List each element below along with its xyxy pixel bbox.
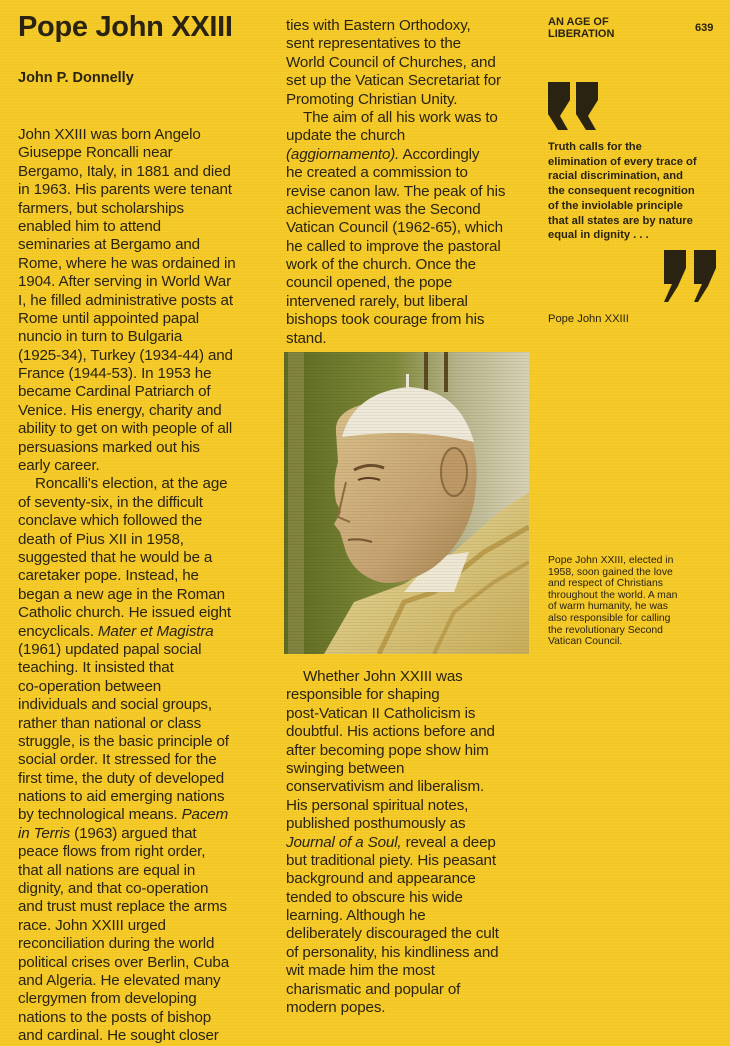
text-line xyxy=(286,760,499,778)
text-line: equal in dignity . . . xyxy=(548,229,649,242)
article-title: Pope John XXIII xyxy=(18,11,233,43)
text-line xyxy=(18,825,236,843)
text-run: death of Pius XII in 1958, xyxy=(18,530,184,548)
text-run: I, he filled administrative posts at xyxy=(18,291,233,309)
text-line xyxy=(286,330,505,348)
text-line xyxy=(286,219,505,237)
text-line xyxy=(286,778,499,796)
text-line xyxy=(18,623,236,641)
text-run: political crises over Berlin, Cuba xyxy=(18,953,229,971)
text-line: 1958, soon gained the love xyxy=(548,566,673,578)
text-run: council opened, the pope xyxy=(286,274,453,292)
text-run: swinging between xyxy=(286,759,405,777)
text-run: began a new age in the Roman xyxy=(18,585,225,603)
pull-quote xyxy=(548,140,697,243)
text-run: farmers, but scholarships xyxy=(18,199,184,217)
text-run: Rome, where he was ordained in xyxy=(18,254,236,272)
text-line xyxy=(286,109,505,127)
text-line xyxy=(286,146,505,164)
text-run: nations to aid emerging nations xyxy=(18,788,225,806)
text-line xyxy=(18,236,236,254)
text-line xyxy=(18,678,236,696)
text-line xyxy=(18,1009,236,1027)
text-run: Whether John XXIII was xyxy=(303,668,463,685)
text-run: early career. xyxy=(18,457,100,475)
text-line: the revolutionary Second xyxy=(548,624,663,636)
text-line xyxy=(286,201,505,219)
text-run: reconciliation during the world xyxy=(18,935,215,953)
text-run: 1904. After serving in World War xyxy=(18,273,231,291)
page-number: 639 xyxy=(695,22,714,34)
text-line: also responsible for calling xyxy=(548,612,671,624)
text-line xyxy=(18,163,236,181)
text-run: Vatican Council (1962-65), which xyxy=(286,219,503,237)
section-heading-line-2: LIBERATION xyxy=(548,27,615,40)
text-line xyxy=(286,742,499,760)
text-line xyxy=(18,310,236,328)
text-run: co-operation between xyxy=(18,677,162,695)
text-run: seminaries at Bergamo and xyxy=(18,236,200,254)
text-line: Vatican Council. xyxy=(548,636,623,648)
text-run: after becoming pope show him xyxy=(286,741,489,759)
text-run: The aim of all his work was to xyxy=(303,108,498,126)
text-run: learning. Although he xyxy=(286,907,426,925)
text-line xyxy=(286,35,505,53)
text-line xyxy=(18,751,236,769)
section-heading xyxy=(548,17,614,40)
text-line xyxy=(286,17,505,35)
text-line xyxy=(18,954,236,972)
text-line xyxy=(286,311,505,329)
text-line xyxy=(18,218,236,236)
text-run: caretaker pope. Instead, he xyxy=(18,567,199,585)
text-line xyxy=(286,944,499,962)
text-line xyxy=(286,293,505,311)
text-line xyxy=(286,815,499,833)
text-run: nations to the posts of bishop xyxy=(18,1008,212,1026)
text-line xyxy=(18,475,236,493)
text-run: Promoting Christian Unity. xyxy=(286,90,458,108)
text-line xyxy=(286,686,499,704)
text-line xyxy=(286,889,499,907)
text-run: bishops took courage from his xyxy=(286,311,485,329)
text-run: he called to improve the pastoral xyxy=(286,237,501,255)
text-line xyxy=(18,126,236,144)
text-line xyxy=(18,880,236,898)
text-run: intervened rarely, but liberal xyxy=(286,292,468,310)
text-line xyxy=(18,567,236,585)
text-run: charismatic and popular of xyxy=(286,980,461,998)
text-line xyxy=(18,402,236,420)
text-run: of personality, his kindliness and xyxy=(286,943,499,961)
text-line xyxy=(18,457,236,475)
text-line xyxy=(18,898,236,916)
article-column-1 xyxy=(18,126,236,1046)
text-run: suggested that he would be a xyxy=(18,548,213,566)
text-run: Bergamo, Italy, in 1881 and died xyxy=(18,162,231,180)
text-line xyxy=(18,715,236,733)
text-run: update the church xyxy=(286,127,406,145)
text-run: encyclicals. xyxy=(18,622,98,640)
text-line xyxy=(18,972,236,990)
text-line xyxy=(18,843,236,861)
text-line xyxy=(18,549,236,567)
italic-title: in Terris xyxy=(18,824,71,842)
text-run: His personal spiritual notes, xyxy=(286,796,469,814)
text-line xyxy=(18,531,236,549)
text-line xyxy=(286,256,505,274)
text-run: ability to get on with people of all xyxy=(18,420,233,438)
text-line xyxy=(18,347,236,365)
text-run: and cardinal. He sought closer xyxy=(18,1027,219,1045)
text-run: in 1963. His parents were tenant xyxy=(18,181,232,199)
text-run: sent representatives to the xyxy=(286,35,461,53)
article-column-2-bottom xyxy=(286,668,499,1017)
text-run: persuasions marked out his xyxy=(18,438,200,456)
text-run: stand. xyxy=(286,329,327,347)
text-line xyxy=(18,292,236,310)
text-line xyxy=(18,586,236,604)
text-run: social order. It stressed for the xyxy=(18,751,217,769)
text-line xyxy=(18,255,236,273)
text-line xyxy=(18,512,236,530)
text-run: reveal a deep xyxy=(401,833,496,851)
text-line xyxy=(18,365,236,383)
text-run: ties with Eastern Orthodoxy, xyxy=(286,17,471,34)
text-line xyxy=(18,1027,236,1045)
text-line xyxy=(286,274,505,292)
text-run: France (1944-53). In 1953 he xyxy=(18,365,212,383)
text-line: of warm humanity, he was xyxy=(548,601,668,613)
text-line xyxy=(18,770,236,788)
text-run: Venice. His energy, charity and xyxy=(18,401,222,419)
italic-title: Mater et Magistra xyxy=(97,622,214,640)
text-run: became Cardinal Patriarch of xyxy=(18,383,211,401)
text-line xyxy=(286,54,505,72)
text-run: (1963) argued that xyxy=(70,824,197,842)
text-run: nuncio in turn to Bulgaria xyxy=(18,328,183,346)
text-run: conclave which followed the xyxy=(18,512,203,530)
text-line xyxy=(286,852,499,870)
text-run: conservativism and liberalism. xyxy=(286,778,485,796)
text-line: elimination of every trace of xyxy=(548,155,697,168)
text-run: deliberately discouraged the cult xyxy=(286,925,499,943)
text-run: teaching. It insisted that xyxy=(18,659,174,677)
text-run: post-Vatican II Catholicism is xyxy=(286,704,476,722)
text-line xyxy=(286,723,499,741)
text-run: race. John XXIII urged xyxy=(18,916,166,934)
text-line xyxy=(286,907,499,925)
text-line: and respect of Christians xyxy=(548,578,663,590)
text-run: first time, the duty of developed xyxy=(18,769,225,787)
text-line: that all states are by nature xyxy=(548,214,693,227)
text-line: throughout the world. A man xyxy=(548,589,678,601)
text-line xyxy=(286,72,505,90)
text-run: individuals and social groups, xyxy=(18,696,212,714)
text-line xyxy=(286,834,499,852)
text-run: wit made him the most xyxy=(286,962,435,980)
text-line xyxy=(286,999,499,1017)
text-line xyxy=(18,439,236,457)
text-line xyxy=(18,144,236,162)
close-quote-icon xyxy=(662,248,720,304)
text-line xyxy=(18,200,236,218)
text-run: modern popes. xyxy=(286,999,386,1017)
text-line xyxy=(286,127,505,145)
text-line xyxy=(18,788,236,806)
text-run: dignity, and that co-operation xyxy=(18,880,209,898)
italic-title: Journal of a Soul, xyxy=(286,833,402,851)
text-run: World Council of Churches, and xyxy=(286,53,496,71)
text-line xyxy=(286,91,505,109)
text-line xyxy=(286,183,505,201)
text-run: Accordingly xyxy=(399,145,480,163)
text-line xyxy=(18,420,236,438)
text-line: Pope John XXIII, elected in xyxy=(548,555,674,566)
text-line xyxy=(18,383,236,401)
text-run: enabled him to attend xyxy=(18,217,161,235)
text-run: rather than national or class xyxy=(18,714,202,732)
text-run: peace flows from right order, xyxy=(18,843,206,861)
text-line xyxy=(286,668,499,686)
text-run: responsible for shaping xyxy=(286,686,440,704)
text-run: set up the Vatican Secretariat for xyxy=(286,72,501,90)
text-run: and Algeria. He elevated many xyxy=(18,971,221,989)
text-run: by technological means. xyxy=(18,806,182,824)
text-line xyxy=(18,862,236,880)
text-line xyxy=(286,164,505,182)
text-line xyxy=(18,733,236,751)
text-run: doubtful. His actions before and xyxy=(286,723,495,741)
text-run: struggle, is the basic principle of xyxy=(18,732,229,750)
text-line xyxy=(286,797,499,815)
text-line xyxy=(286,981,499,999)
pull-quote-attribution: Pope John XXIII xyxy=(548,313,629,325)
text-line xyxy=(286,705,499,723)
text-line: Truth calls for the xyxy=(548,141,642,153)
text-line xyxy=(18,328,236,346)
text-line xyxy=(18,181,236,199)
text-run: tended to obscure his wide xyxy=(286,888,463,906)
text-line xyxy=(18,273,236,291)
text-run: published posthumously as xyxy=(286,815,466,833)
text-line xyxy=(286,962,499,980)
text-line xyxy=(18,990,236,1008)
text-line xyxy=(286,238,505,256)
text-line: racial discrimination, and xyxy=(548,170,683,183)
text-line xyxy=(18,641,236,659)
italic-title: (aggiornamento). xyxy=(286,145,400,163)
article-author: John P. Donnelly xyxy=(18,70,134,86)
text-run: and trust must replace the arms xyxy=(18,898,227,916)
portrait-illustration xyxy=(284,352,529,654)
text-run: (1961) updated papal social xyxy=(18,640,202,658)
text-line xyxy=(18,494,236,512)
photo-caption xyxy=(548,555,677,648)
text-run: Roncalli's election, at the age xyxy=(35,475,228,493)
text-line: the consequent recognition xyxy=(548,185,695,198)
text-run: background and appearance xyxy=(286,870,476,888)
text-line xyxy=(18,659,236,677)
section-heading-line-1: AN AGE OF xyxy=(548,16,609,28)
text-line: of the inviolable principle xyxy=(548,199,683,212)
text-run: Catholic church. He issued eight xyxy=(18,604,232,622)
text-line xyxy=(18,917,236,935)
text-line xyxy=(18,806,236,824)
text-run: of seventy-six, in the difficult xyxy=(18,493,203,511)
text-run: (1925-34), Turkey (1934-44) and xyxy=(18,346,233,364)
text-line xyxy=(286,925,499,943)
article-column-2-top xyxy=(286,17,505,348)
text-run: Giuseppe Roncalli near xyxy=(18,144,173,162)
text-line xyxy=(18,935,236,953)
text-line xyxy=(18,604,236,622)
portrait-photo xyxy=(284,352,529,654)
text-run: achievement was the Second xyxy=(286,200,481,218)
text-run: but traditional piety. His peasant xyxy=(286,851,496,869)
text-run: work of the church. Once the xyxy=(286,256,476,274)
text-run: John XXIII was born Angelo xyxy=(18,126,201,143)
text-run: revise canon law. The peak of his xyxy=(286,182,506,200)
text-run: he created a commission to xyxy=(286,164,468,182)
open-quote-icon xyxy=(546,78,602,134)
text-line xyxy=(18,696,236,714)
text-run: Rome until appointed papal xyxy=(18,309,200,327)
text-run: clergymen from developing xyxy=(18,990,197,1008)
text-line xyxy=(286,870,499,888)
italic-title: Pacem xyxy=(181,806,229,824)
text-run: that all nations are equal in xyxy=(18,861,196,879)
